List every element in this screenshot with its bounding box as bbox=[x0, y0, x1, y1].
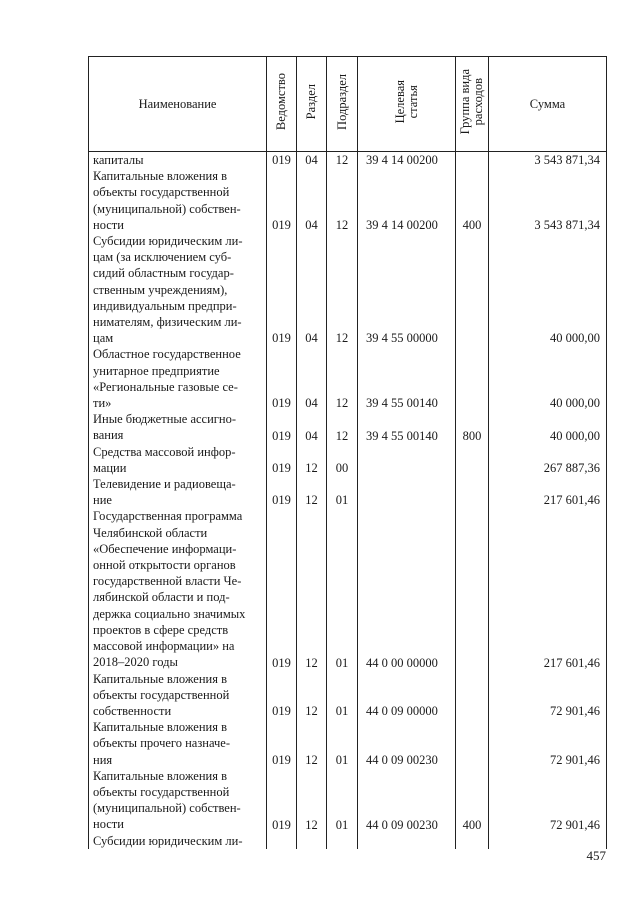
table-row bbox=[89, 719, 607, 768]
row-razdel-cell: 12 bbox=[297, 768, 327, 833]
row-celevaya-cell bbox=[358, 444, 456, 476]
row-gruppa-cell bbox=[456, 671, 489, 720]
table-row bbox=[89, 444, 607, 476]
table-row bbox=[89, 346, 607, 411]
row-razdel-cell: 04 bbox=[297, 411, 327, 443]
row-vedomstvo-cell: 019 bbox=[267, 411, 297, 443]
row-name-cell: Областное государственное унитарное предприятие «Региональные газовые се- ти» bbox=[89, 346, 267, 411]
row-vedomstvo-cell: 019 bbox=[267, 719, 297, 768]
row-vedomstvo-cell bbox=[267, 833, 297, 849]
row-summa-cell: 3 543 871,34 bbox=[489, 152, 607, 169]
row-summa-cell: 267 887,36 bbox=[489, 444, 607, 476]
header-celevaya-label: Целевая статья bbox=[392, 80, 420, 124]
row-vedomstvo-cell: 019 bbox=[267, 152, 297, 169]
row-podrazdel-cell bbox=[327, 833, 358, 849]
row-gruppa-cell bbox=[456, 444, 489, 476]
row-name-cell: капиталы bbox=[89, 152, 267, 169]
row-podrazdel-cell: 01 bbox=[327, 768, 358, 833]
page-number: 457 bbox=[586, 848, 606, 863]
row-vedomstvo-cell: 019 bbox=[267, 233, 297, 346]
row-podrazdel-cell: 01 bbox=[327, 671, 358, 720]
row-razdel-cell: 12 bbox=[297, 671, 327, 720]
row-podrazdel-cell: 00 bbox=[327, 444, 358, 476]
header-celevaya bbox=[358, 57, 456, 152]
header-summa: Сумма bbox=[489, 57, 607, 152]
row-podrazdel-cell: 12 bbox=[327, 152, 358, 169]
row-name-cell: Государственная программа Челябинской области «Обеспечение информаци- онной открытости органов государственной власти Че- лябинской области и под- держка социально значимых проектов в сфере средств массовой информации» на 2018–2020 годы bbox=[89, 508, 267, 670]
row-celevaya-cell: 44 0 09 00230 bbox=[358, 768, 456, 833]
row-vedomstvo-cell: 019 bbox=[267, 346, 297, 411]
row-razdel-cell: 12 bbox=[297, 476, 327, 508]
table-body bbox=[89, 152, 607, 849]
row-celevaya-cell: 39 4 55 00140 bbox=[358, 411, 456, 443]
table-row bbox=[89, 168, 607, 233]
row-name-cell: Капитальные вложения в объекты государственной (муниципальной) собствен- ности bbox=[89, 768, 267, 833]
row-gruppa-cell bbox=[456, 346, 489, 411]
row-summa-cell: 72 901,46 bbox=[489, 671, 607, 720]
row-vedomstvo-cell: 019 bbox=[267, 671, 297, 720]
row-name-cell: Субсидии юридическим ли- bbox=[89, 833, 267, 849]
row-celevaya-cell: 44 0 09 00230 bbox=[358, 719, 456, 768]
row-razdel-cell: 04 bbox=[297, 346, 327, 411]
row-gruppa-cell bbox=[456, 508, 489, 670]
row-name-cell: Капитальные вложения в объекты прочего назначе- ния bbox=[89, 719, 267, 768]
row-celevaya-cell bbox=[358, 476, 456, 508]
row-podrazdel-cell: 12 bbox=[327, 168, 358, 233]
row-celevaya-cell bbox=[358, 833, 456, 849]
row-name-cell: Капитальные вложения в объекты государственной собственности bbox=[89, 671, 267, 720]
row-vedomstvo-cell: 019 bbox=[267, 768, 297, 833]
header-podrazdel-label: Подраздел bbox=[334, 74, 349, 130]
header-razdel-label: Раздел bbox=[304, 84, 318, 120]
row-name-cell: Иные бюджетные ассигно- вания bbox=[89, 411, 267, 443]
row-podrazdel-cell: 12 bbox=[327, 346, 358, 411]
row-name-cell: Средства массовой инфор- мации bbox=[89, 444, 267, 476]
row-summa-cell: 3 543 871,34 bbox=[489, 168, 607, 233]
row-summa-cell: 40 000,00 bbox=[489, 233, 607, 346]
row-summa-cell: 72 901,46 bbox=[489, 768, 607, 833]
row-podrazdel-cell: 12 bbox=[327, 233, 358, 346]
row-gruppa-cell bbox=[456, 833, 489, 849]
row-gruppa-cell bbox=[456, 476, 489, 508]
row-summa-cell: 40 000,00 bbox=[489, 411, 607, 443]
row-podrazdel-cell: 12 bbox=[327, 411, 358, 443]
header-name: Наименование bbox=[89, 57, 267, 152]
row-summa-cell: 40 000,00 bbox=[489, 346, 607, 411]
row-razdel-cell: 04 bbox=[297, 233, 327, 346]
row-razdel-cell: 12 bbox=[297, 508, 327, 670]
row-podrazdel-cell: 01 bbox=[327, 476, 358, 508]
row-summa-cell bbox=[489, 833, 607, 849]
row-celevaya-cell: 44 0 09 00000 bbox=[358, 671, 456, 720]
row-razdel-cell: 12 bbox=[297, 444, 327, 476]
row-gruppa-cell bbox=[456, 719, 489, 768]
row-vedomstvo-cell: 019 bbox=[267, 508, 297, 670]
table-row bbox=[89, 768, 607, 833]
row-gruppa-cell: 400 bbox=[456, 768, 489, 833]
row-vedomstvo-cell: 019 bbox=[267, 476, 297, 508]
row-summa-cell: 217 601,46 bbox=[489, 508, 607, 670]
row-name-cell: Капитальные вложения в объекты государственной (муниципальной) собствен- ности bbox=[89, 168, 267, 233]
table-row bbox=[89, 411, 607, 443]
row-gruppa-cell bbox=[456, 233, 489, 346]
table-row bbox=[89, 833, 607, 849]
row-name-cell: Субсидии юридическим ли- цам (за исключением суб- сидий областным государ- ственным учреждениям), индивидуальным предпри- нимателям, физическим ли- цам bbox=[89, 233, 267, 346]
row-celevaya-cell: 39 4 55 00000 bbox=[358, 233, 456, 346]
row-razdel-cell: 04 bbox=[297, 168, 327, 233]
row-razdel-cell: 12 bbox=[297, 719, 327, 768]
header-razdel bbox=[297, 57, 327, 152]
row-celevaya-cell: 39 4 55 00140 bbox=[358, 346, 456, 411]
table-row bbox=[89, 152, 607, 169]
row-celevaya-cell: 44 0 00 00000 bbox=[358, 508, 456, 670]
row-podrazdel-cell: 01 bbox=[327, 719, 358, 768]
row-gruppa-cell bbox=[456, 152, 489, 169]
header-gruppa bbox=[456, 57, 489, 152]
row-razdel-cell bbox=[297, 833, 327, 849]
table-row bbox=[89, 671, 607, 720]
table-row bbox=[89, 233, 607, 346]
header-podrazdel bbox=[327, 57, 358, 152]
budget-table bbox=[88, 56, 607, 849]
row-vedomstvo-cell: 019 bbox=[267, 168, 297, 233]
row-gruppa-cell: 400 bbox=[456, 168, 489, 233]
row-vedomstvo-cell: 019 bbox=[267, 444, 297, 476]
row-gruppa-cell: 800 bbox=[456, 411, 489, 443]
row-celevaya-cell: 39 4 14 00200 bbox=[358, 152, 456, 169]
table-header bbox=[89, 57, 607, 152]
row-summa-cell: 217 601,46 bbox=[489, 476, 607, 508]
header-vedomstvo bbox=[267, 57, 297, 152]
row-name-cell: Телевидение и радиовеща- ние bbox=[89, 476, 267, 508]
table-row bbox=[89, 508, 607, 670]
row-celevaya-cell: 39 4 14 00200 bbox=[358, 168, 456, 233]
row-razdel-cell: 04 bbox=[297, 152, 327, 169]
table-row bbox=[89, 476, 607, 508]
header-vedomstvo-label: Ведомство bbox=[274, 73, 288, 131]
row-summa-cell: 72 901,46 bbox=[489, 719, 607, 768]
row-podrazdel-cell: 01 bbox=[327, 508, 358, 670]
header-gruppa-label: Группа вида расходов bbox=[458, 69, 485, 135]
